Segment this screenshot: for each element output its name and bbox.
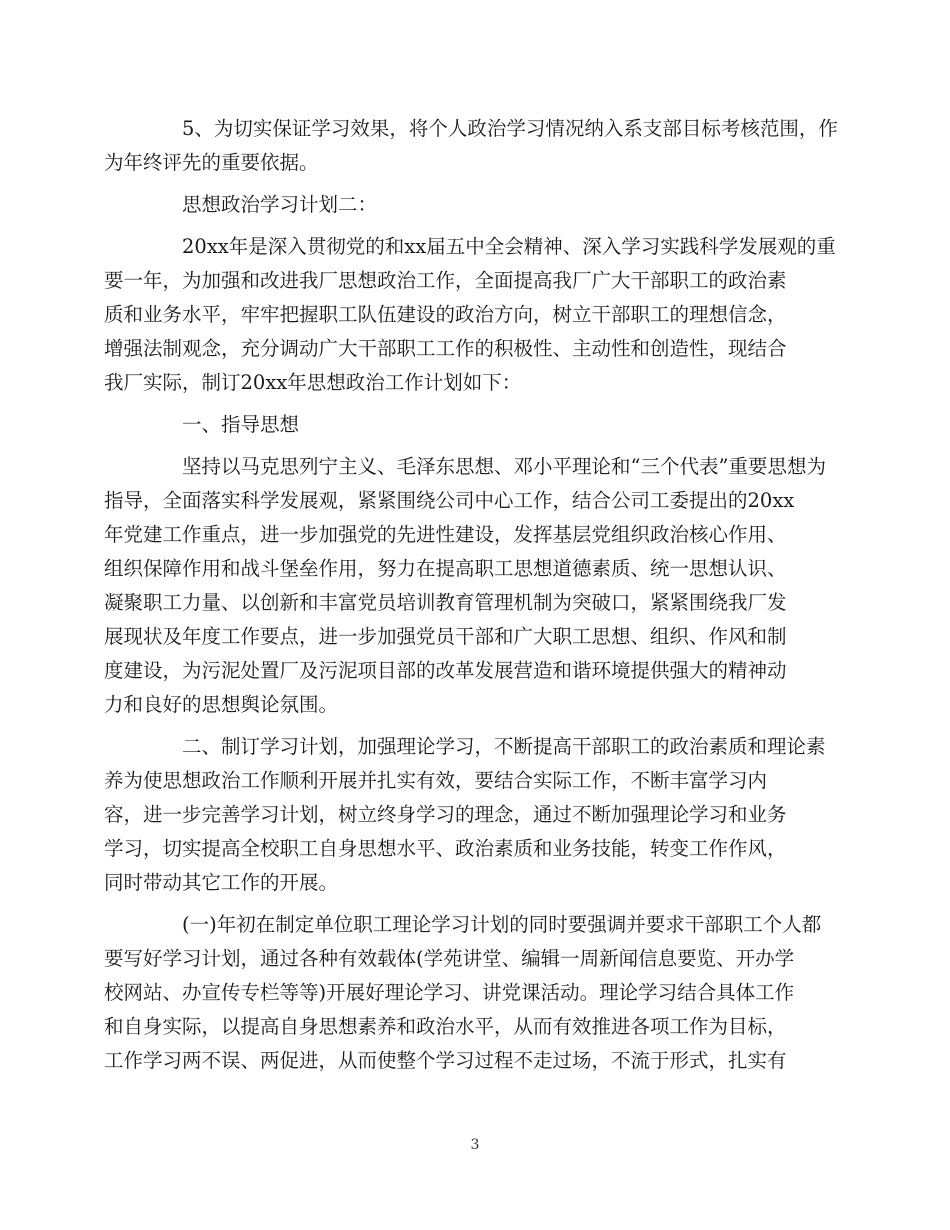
text-line: 工作学习两不误、两促进，从而使整个学习过程不走过场，不流于形式，扎实有: [104, 1049, 787, 1072]
paragraph-study-plan: [104, 730, 826, 900]
paragraph-guiding-thought: [104, 450, 826, 722]
text-line: 凝聚职工力量、以创新和丰富党员培训教育管理机制为突破口，紧紧围绕我厂发: [104, 591, 787, 614]
text-line: 要一年，为加强和改进我厂思想政治工作，全面提高我厂广大干部职工的政治素: [104, 269, 787, 292]
text-line: 坚持以马克思列宁主义、毛泽东思想、邓小平理论和“三个代表”重要思想为: [182, 455, 826, 478]
text-line: 质和业务水平，牢牢把握职工队伍建设的政治方向，树立干部职工的理想信念，: [104, 303, 787, 326]
text-line: 我厂实际，制订20xx年思想政治工作计划如下：: [104, 371, 522, 394]
section-heading-guiding-thought: [143, 408, 808, 442]
paragraph-item-one: [104, 908, 822, 1078]
text-line: 5、为切实保证学习效果，将个人政治学习情况纳入系支部目标考核范围，作: [182, 117, 838, 140]
text-line: 思想政治学习计划二：: [182, 193, 378, 216]
text-line: 为年终评先的重要依据。: [104, 151, 319, 174]
text-line: 要写好学习计划，通过各种有效载体(学苑讲堂、编辑一周新闻信息要览、开办学: [104, 947, 795, 970]
document-body: [104, 112, 838, 1078]
text-line: 指导，全面落实科学发展观，紧紧围绕公司中心工作，结合公司工委提出的20xx: [104, 489, 795, 512]
text-line: (一)年初在制定单位职工理论学习计划的同时要强调并要求干部职工个人都: [182, 913, 822, 936]
text-line: 年党建工作重点，进一步加强党的先进性建设，发挥基层党组织政治核心作用、: [104, 523, 787, 546]
text-line: 养为使思想政治工作顺利开展并扎实有效，要结合实际工作，不断丰富学习内: [104, 769, 768, 792]
text-line: 增强法制观念，充分调动广大干部职工工作的积极性、主动性和创造性，现结合: [104, 337, 787, 360]
paragraph-item-5: [104, 112, 838, 180]
text-line: 同时带动其它工作的开展。: [104, 871, 339, 894]
page-number: 3: [470, 1137, 480, 1153]
paragraph-intro: [104, 230, 836, 400]
text-line: 20xx年是深入贯彻党的和xx届五中全会精神、深入学习实践科学发展观的重: [182, 235, 836, 258]
text-line: 校网站、办宣传专栏等等)开展好理论学习、讲党课活动。理论学习结合具体工作: [104, 981, 795, 1004]
text-line: 和自身实际，以提高自身思想素养和政治水平，从而有效推进各项工作为目标，: [104, 1015, 787, 1038]
text-line: 组织保障作用和战斗堡垒作用，努力在提高职工思想道德素质、统一思想认识、: [104, 557, 787, 580]
text-line: 学习，切实提高全校职工自身思想水平、政治素质和业务技能，转变工作作风，: [104, 837, 787, 860]
text-line: 容，进一步完善学习计划，树立终身学习的理念，通过不断加强理论学习和业务: [104, 803, 787, 826]
text-line: 一、指导思想: [182, 413, 300, 436]
text-line: 展现状及年度工作要点，进一步加强党员干部和广大职工思想、组织、作风和制: [104, 625, 787, 648]
text-line: 力和良好的思想舆论氛围。: [104, 693, 339, 716]
text-line: 度建设，为污泥处置厂及污泥项目部的改革发展营造和谐环境提供强大的精神动: [104, 659, 787, 682]
text-line: 二、制订学习计划，加强理论学习，不断提高干部职工的政治素质和理论素: [182, 735, 826, 758]
section-heading-plan-two: [143, 188, 808, 222]
